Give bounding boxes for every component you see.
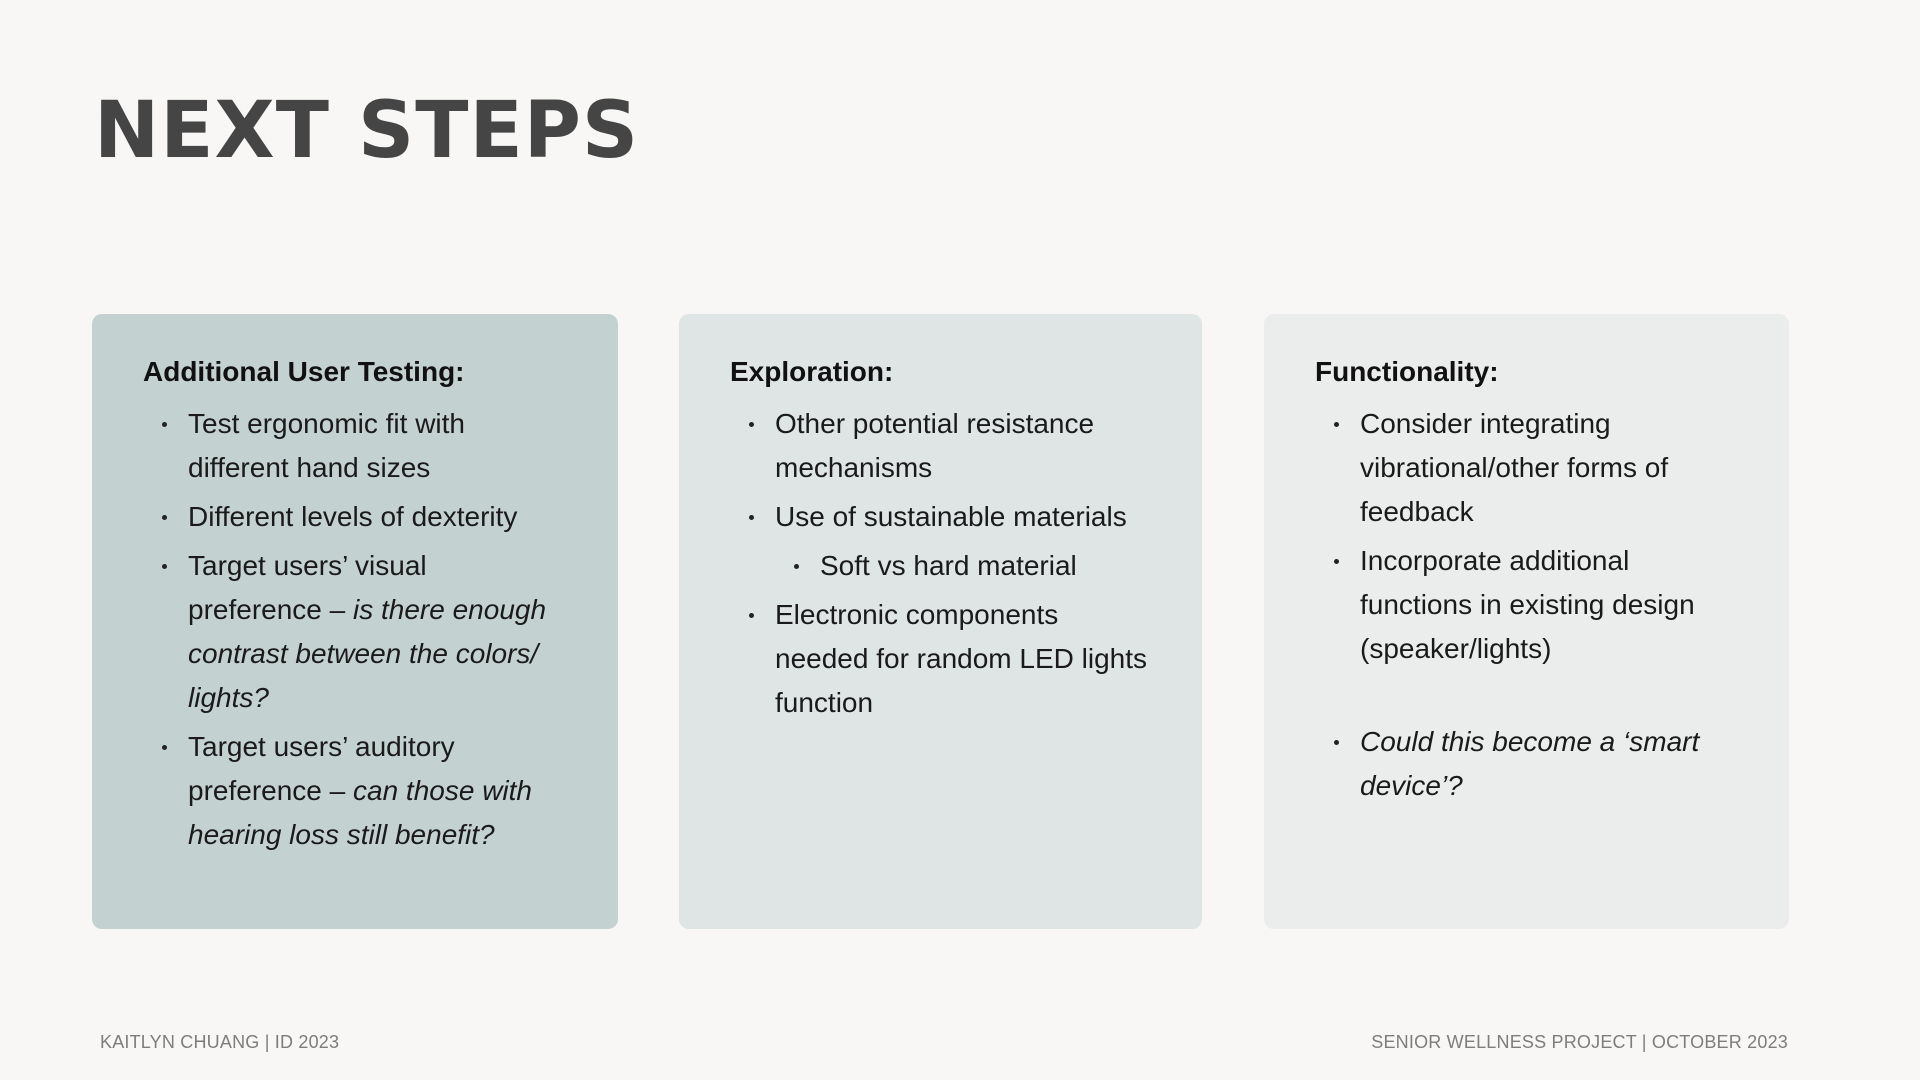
bullet-icon xyxy=(162,745,167,750)
list-item-text: Other potential resistance mechanisms xyxy=(775,408,1095,483)
footer-author: KAITLYN CHUANG | ID 2023 xyxy=(100,1032,340,1052)
list-item-text: Use of sustainable materials xyxy=(775,501,1127,532)
list-item xyxy=(143,725,568,857)
list-item xyxy=(730,402,1152,490)
list-item-text: Soft vs hard material xyxy=(820,550,1077,581)
list-item-emphasis: can those with hearing loss still benefit? xyxy=(188,775,532,850)
card-functionality xyxy=(1264,314,1789,929)
sub-list-item xyxy=(730,544,1152,588)
bullet-icon xyxy=(162,515,167,520)
list-item-text: Electronic components needed for random LED lights function xyxy=(775,599,1147,718)
bullet-icon xyxy=(1334,740,1339,745)
list-item-text: Test ergonomic fit with different hand sizes xyxy=(188,408,465,483)
list-item-text: Different levels of dexterity xyxy=(188,501,518,532)
list-item-text: Consider integrating vibrational/other forms of feedback xyxy=(1360,408,1669,527)
bullet-list xyxy=(1315,402,1739,808)
bullet-icon xyxy=(162,422,167,427)
list-item xyxy=(730,495,1152,539)
list-item-emphasis: is there enough contrast between the colors/ lights? xyxy=(188,594,547,713)
list-item xyxy=(143,544,568,720)
bullet-icon xyxy=(1334,422,1339,427)
list-item-text: Target users’ visual preference – xyxy=(188,550,427,625)
list-item xyxy=(1315,539,1739,671)
list-item xyxy=(143,495,568,539)
bullet-icon xyxy=(1334,559,1339,564)
list-item xyxy=(1315,402,1739,534)
list-item-text: Incorporate additional functions in existing design (speaker/lights) xyxy=(1360,545,1695,664)
slide-title: NEXT STEPS xyxy=(94,86,640,176)
bullet-icon xyxy=(749,613,754,618)
bullet-list xyxy=(143,402,568,857)
bullet-list xyxy=(730,402,1152,725)
bullet-icon xyxy=(794,564,799,569)
card-heading: Additional User Testing: xyxy=(143,356,465,387)
footer-project: SENIOR WELLNESS PROJECT | OCTOBER 2023 xyxy=(1371,1032,1788,1052)
list-item-text: Could this become a ‘smart device’? xyxy=(1360,726,1700,801)
bullet-icon xyxy=(749,515,754,520)
bullet-icon xyxy=(162,564,167,569)
list-item xyxy=(143,402,568,490)
bullet-icon xyxy=(749,422,754,427)
list-item xyxy=(730,593,1152,725)
card-heading: Functionality: xyxy=(1315,356,1499,387)
list-item xyxy=(1315,720,1739,808)
card-exploration xyxy=(679,314,1202,929)
card-additional-user-testing xyxy=(92,314,618,929)
card-heading: Exploration: xyxy=(730,356,894,387)
list-item-text: Target users’ auditory preference – xyxy=(188,731,455,806)
